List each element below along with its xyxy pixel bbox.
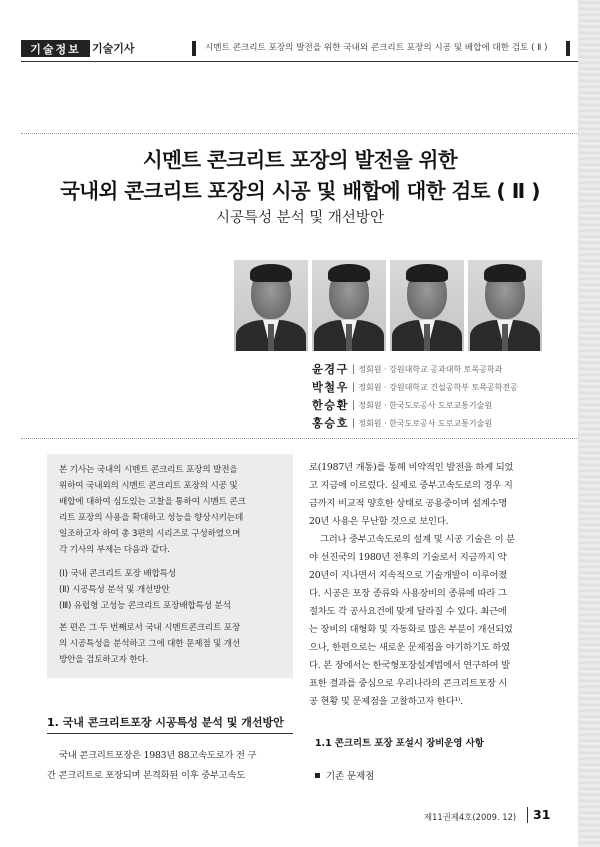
author-affiliation: 정회원 · 한국도로공사 도로교통기술원 [358, 418, 493, 428]
subtitle: 시공특성 분석 및 개선방안 [216, 210, 384, 226]
scan-edge [578, 0, 600, 847]
author-1: 윤경구 | 정회원 · 강원대학교 공과대학 토목공학과 [312, 363, 503, 376]
author-name: 한승환 [312, 399, 349, 412]
abstract-series-item: (Ⅰ) 국내 콘크리트 포장 배합특성 [59, 569, 176, 579]
square-bullet-icon [315, 773, 320, 778]
body-line: 절차도 각 공사요건에 맞게 달라질 수 있다. 최근에 [309, 606, 507, 617]
body-line: 간 콘크리트로 포장되며 본격화된 이후 중부고속도 [47, 770, 246, 781]
author-affiliation: 정회원 · 한국도로공사 도로교통기술원 [358, 400, 493, 410]
abstract-line: 본 편은 그 두 번째로서 국내 시멘트콘크리트 포장 [59, 623, 241, 633]
body-line: 20년 사용은 무난할 것으로 보인다. [309, 516, 449, 527]
author-photo-1 [234, 260, 308, 351]
title-line-1: 시멘트 콘크리트 포장의 발전을 위한 [142, 148, 458, 172]
page-number: 31 [533, 807, 551, 822]
body-line: 야 선진국의 1980년 전후의 기술로서 지금까지 약 [309, 552, 507, 563]
body-line: 로(1987년 개통)를 통해 비약적인 발전을 하게 되었 [309, 462, 514, 473]
body-line: 표한 결과를 중심으로 우리나라의 콘크리트포장 시 [309, 678, 508, 689]
abstract-line: 위하여 국내외의 시멘트 콘크리트 포장의 시공 및 [59, 481, 238, 491]
abstract-series-item: (Ⅱ) 시공특성 분석 및 개선방안 [59, 585, 170, 595]
author-4: 홍승호 | 정회원 · 한국도로공사 도로교통기술원 [312, 417, 493, 430]
author-affiliation: 정회원 · 강원대학교 공과대학 토목공학과 [358, 364, 503, 374]
body-line: 공 현황 및 문제점을 고찰하고자 한다¹⁾. [309, 696, 463, 707]
author-name: 윤경구 [312, 363, 349, 376]
author-photo-2 [312, 260, 386, 351]
author-photo-4 [468, 260, 542, 351]
author-name: 박철우 [312, 381, 349, 394]
author-3: 한승환 | 정회원 · 한국도로공사 도로교통기술원 [312, 399, 493, 412]
footer-divider [527, 807, 528, 823]
category-label: 기술기사 [92, 42, 135, 55]
issue-info: 제11권제4호(2009. 12) [424, 812, 517, 822]
body-line: 금까지 비교적 양호한 상태로 공용중이며 설계수명 [309, 498, 508, 509]
body-line: 으나, 한편으로는 새로운 문제점을 야기하기도 하였 [309, 642, 510, 653]
section-heading: 1. 국내 콘크리트포장 시공특성 분석 및 개선방안 [47, 716, 284, 729]
body-line: 는 장비의 대형화 및 자동화로 많은 부분이 개선되었 [309, 624, 513, 635]
abstract-line: 각 기사의 부제는 다음과 같다. [59, 545, 170, 555]
author-photo-3 [390, 260, 464, 351]
abstract-line: 배합에 대하여 심도있는 고찰을 통하여 시멘트 콘크 [59, 497, 246, 507]
abstract-line: 본 기사는 국내의 시멘트 콘크리트 포장의 발전을 [59, 465, 238, 475]
body-line: 20년이 지나면서 지속적으로 기술개발이 이루어졌 [309, 570, 508, 581]
subsubsection-label: 기존 문제점 [326, 771, 375, 782]
section-heading-rule [47, 733, 293, 734]
running-title: 시멘트 콘크리트 포장의 발전을 위한 국내외 콘크리트 포장의 시공 및 배합에 대한 검토 ( Ⅱ ) [205, 43, 548, 53]
body-line: 고 지금에 이르렀다. 실제로 중부고속도로의 경우 지 [309, 480, 513, 491]
subsubsection-heading [315, 768, 374, 782]
abstract-line: 방안을 검토하고자 한다. [59, 655, 149, 665]
body-line: 다. 시공은 포장 종류와 사용장비의 종류에 따라 그 [309, 588, 507, 599]
abstract-line: 일조하고자 하여 총 3편의 시리즈로 구성하였으며 [59, 529, 241, 539]
body-line: 국내 콘크리트포장은 1983년 88고속도로가 전 구 [59, 750, 257, 761]
header-bar-right [566, 41, 570, 56]
title-line-2: 국내외 콘크리트 포장의 시공 및 배합에 대한 검토 ( Ⅱ ) [60, 179, 540, 203]
abstract-line: 리트 포장의 사용을 확대하고 성능을 향상시키는데 [59, 513, 244, 523]
author-2: 박철우 | 정회원 · 강원대학교 건설공학부 토목공학전공 [312, 381, 518, 394]
author-affiliation: 정회원 · 강원대학교 건설공학부 토목공학전공 [358, 382, 518, 392]
author-name: 홍승호 [312, 417, 349, 430]
subsection-heading: 1.1 콘크리트 포장 포설시 장비운영 사항 [315, 738, 484, 749]
section-label: 기술정보 [21, 40, 90, 57]
abstract-line: 의 시공특성을 분석하고 그에 대한 문제점 및 개선 [59, 639, 241, 649]
header-rule [21, 61, 579, 62]
body-line: 그러나 중부고속도로의 설계 및 시공 기술은 이 분 [320, 534, 515, 545]
header-bar-left [192, 41, 196, 56]
authors-bottom-rule [21, 438, 579, 439]
abstract-series-item: (Ⅲ) 유럽형 고성능 콘크리트 포장배합특성 분석 [59, 601, 231, 611]
body-line: 다. 본 장에서는 한국형포장설계법에서 연구하여 발 [309, 660, 510, 671]
title-top-rule [21, 133, 579, 134]
